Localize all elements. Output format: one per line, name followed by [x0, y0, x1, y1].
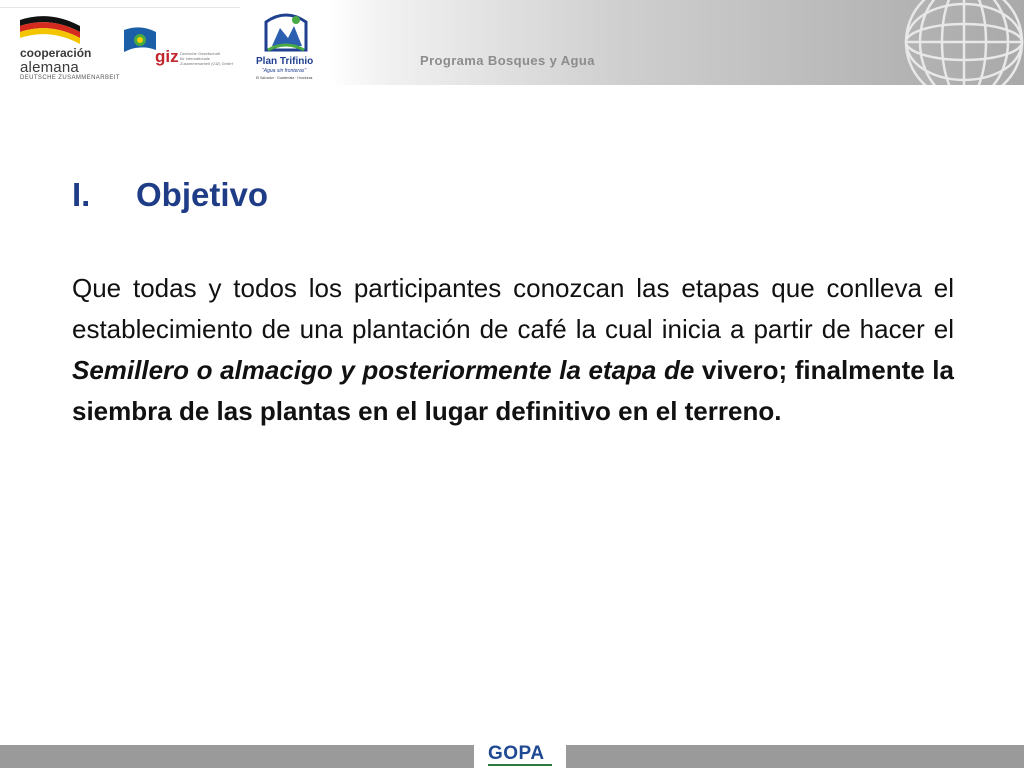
cooperacion-alemana-logo — [18, 10, 148, 82]
gopa-wordmark: GOPA — [488, 743, 545, 764]
section-number: I. — [72, 176, 91, 213]
slide-header — [0, 0, 1024, 85]
paragraph-text: Que todas y todos los participantes conozcan las etapas que conlleva el establecimiento de una plantación de café la cual inicia a partir de hacer el — [72, 273, 954, 344]
coop-small-text: DEUTSCHE ZUSAMMENARBEIT — [20, 75, 120, 81]
coop-subtitle: alemana — [20, 59, 79, 76]
giz-logo — [155, 47, 240, 71]
section-heading — [72, 176, 268, 214]
giz-text-line: Zusammenarbeit (GIZ) GmbH — [180, 61, 234, 66]
header-divider — [0, 7, 240, 8]
trifinio-emblem-icon — [258, 6, 314, 56]
paragraph-emphasis: Semillero o almacigo y posteriormente la etapa de — [72, 355, 695, 385]
paragraph-bold-text: vivero; finalmente la siembra de las plantas en el lugar definitivo en el terreno. — [72, 355, 954, 426]
trifinio-tagline: "Agua sin fronteras" — [262, 68, 307, 74]
gopa-logo — [474, 741, 566, 768]
eu-emblem-icon — [122, 24, 158, 60]
giz-text-line: Deutsche Gesellschaft — [180, 51, 221, 56]
section-title: Objetivo — [136, 176, 269, 213]
giz-text-line: für Internationale — [180, 56, 211, 61]
globe-icon — [894, 0, 1024, 85]
program-title: Programa Bosques y Agua — [420, 53, 595, 68]
coop-title: cooperación — [20, 46, 92, 60]
giz-mark: giz — [155, 47, 179, 66]
giz-text — [180, 51, 233, 66]
objective-paragraph — [72, 268, 954, 432]
trifinio-countries: El Salvador · Guatemala · Honduras — [256, 76, 313, 80]
plan-trifinio-logo — [254, 6, 324, 80]
gopa-underline — [488, 764, 552, 766]
trifinio-title: Plan Trifinio — [256, 56, 314, 67]
